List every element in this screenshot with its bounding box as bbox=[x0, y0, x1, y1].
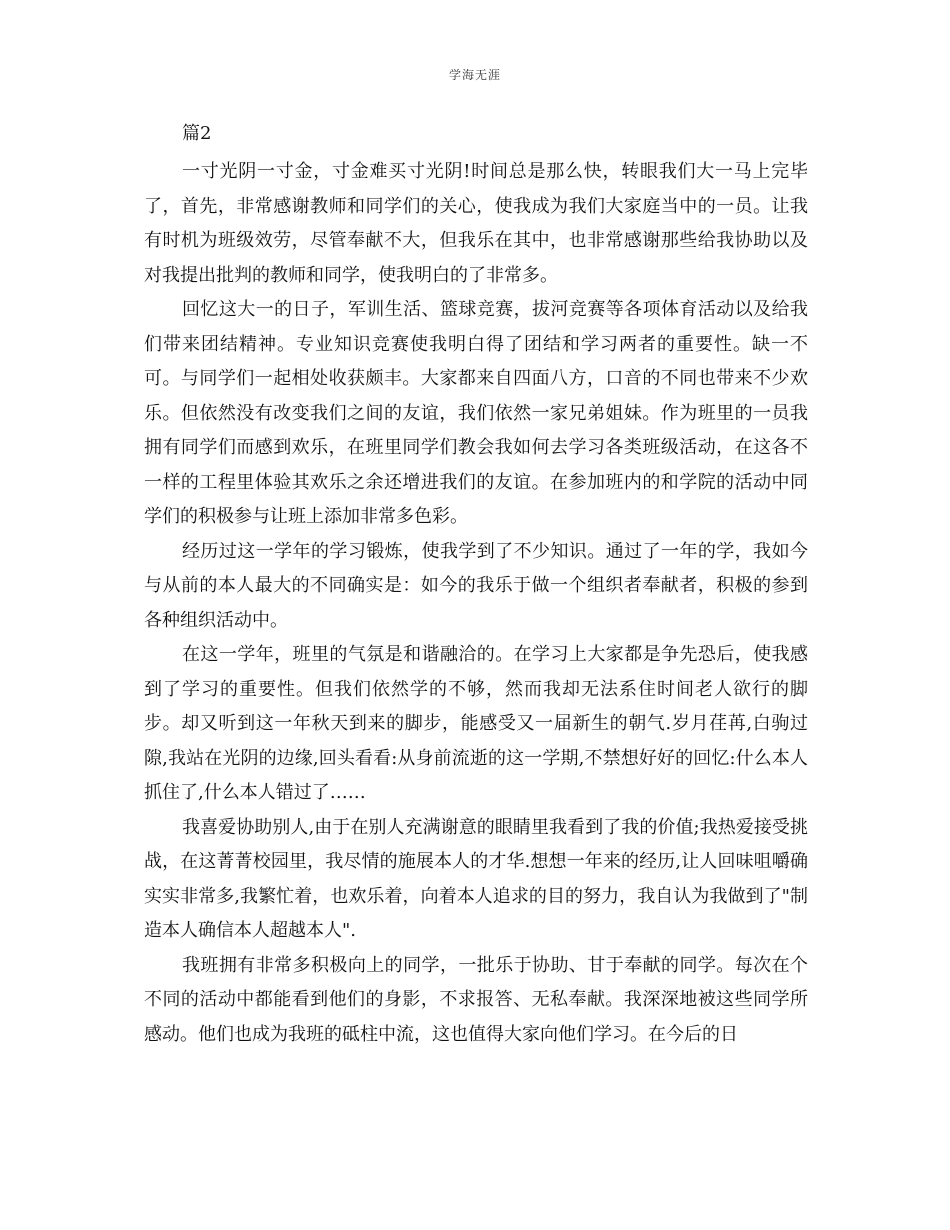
paragraph-1: 一寸光阴一寸金，寸金难买寸光阴!时间总是那么快，转眼我们大一马上完毕了，首先，非常感谢教师和同学们的关心，使我成为我们大家庭当中的一员。让我有时机为班级效劳，尽管奉献不大，但我乐在其中，也非常感谢那些给我协助以及对我提出批判的教师和同学，使我明白的了非常多。 bbox=[144, 161, 808, 286]
paragraph-2: 回忆这大一的日子，军训生活、篮球竞赛，拔河竞赛等各项体育活动以及给我们带来团结精神。专业知识竞赛使我明白得了团结和学习两者的重要性。缺一不可。与同学们一起相处收获颇丰。大家都来自四面八方，口音的不同也带来不少欢乐。但依然没有改变我们之间的友谊，我们依然一家兄弟姐妹。作为班里的一员我拥有同学们而感到欢乐，在班里同学们教会我如何去学习各类班级活动，在这各不一样的工程里体验其欢乐之余还增进我们的友谊。在参加班内的和学院的活动中同学们的积极参与让班上添加非常多色彩。 bbox=[144, 299, 808, 527]
paragraph-6: 我班拥有非常多积极向上的同学，一批乐于协助、甘于奉献的同学。每次在个不同的活动中都能看到他们的身影，不求报答、无私奉献。我深深地被这些同学所感动。他们也成为我班的砥柱中流，这也值得大家向他们学习。在今后的日 bbox=[144, 954, 808, 1045]
document-body bbox=[144, 118, 808, 1052]
page-header: 学海无涯 bbox=[448, 68, 501, 82]
section-heading: 篇2 bbox=[182, 123, 212, 144]
paragraph-3: 经历过这一学年的学习锻炼，使我学到了不少知识。通过了一年的学，我如今与从前的本人最大的不同确实是：如今的我乐于做一个组织者奉献者，积极的参到各种组织活动中。 bbox=[144, 540, 808, 631]
paragraph-4: 在这一学年，班里的气氛是和谐融洽的。在学习上大家都是争先恐后，使我感到了学习的重要性。但我们依然学的不够，然而我却无法系住时间老人欲行的脚步。却又听到这一年秋天到来的脚步，能感受又一届新生的朝气.岁月荏苒,白驹过隙,我站在光阴的边缘,回头看看:从身前流逝的这一学期,不禁想好好的回忆:什么本人抓住了,什么本人错过了…… bbox=[144, 644, 808, 803]
paragraph-5: 我喜爱协助别人,由于在别人充满谢意的眼睛里我看到了我的价值;我热爱接受挑战，在这菁菁校园里，我尽情的施展本人的才华.想想一年来的经历,让人回味咀嚼确实实非常多,我繁忙着，也欢乐着，向着本人追求的目的努力，我自认为我做到了"制造本人确信本人超越本人". bbox=[144, 816, 808, 941]
